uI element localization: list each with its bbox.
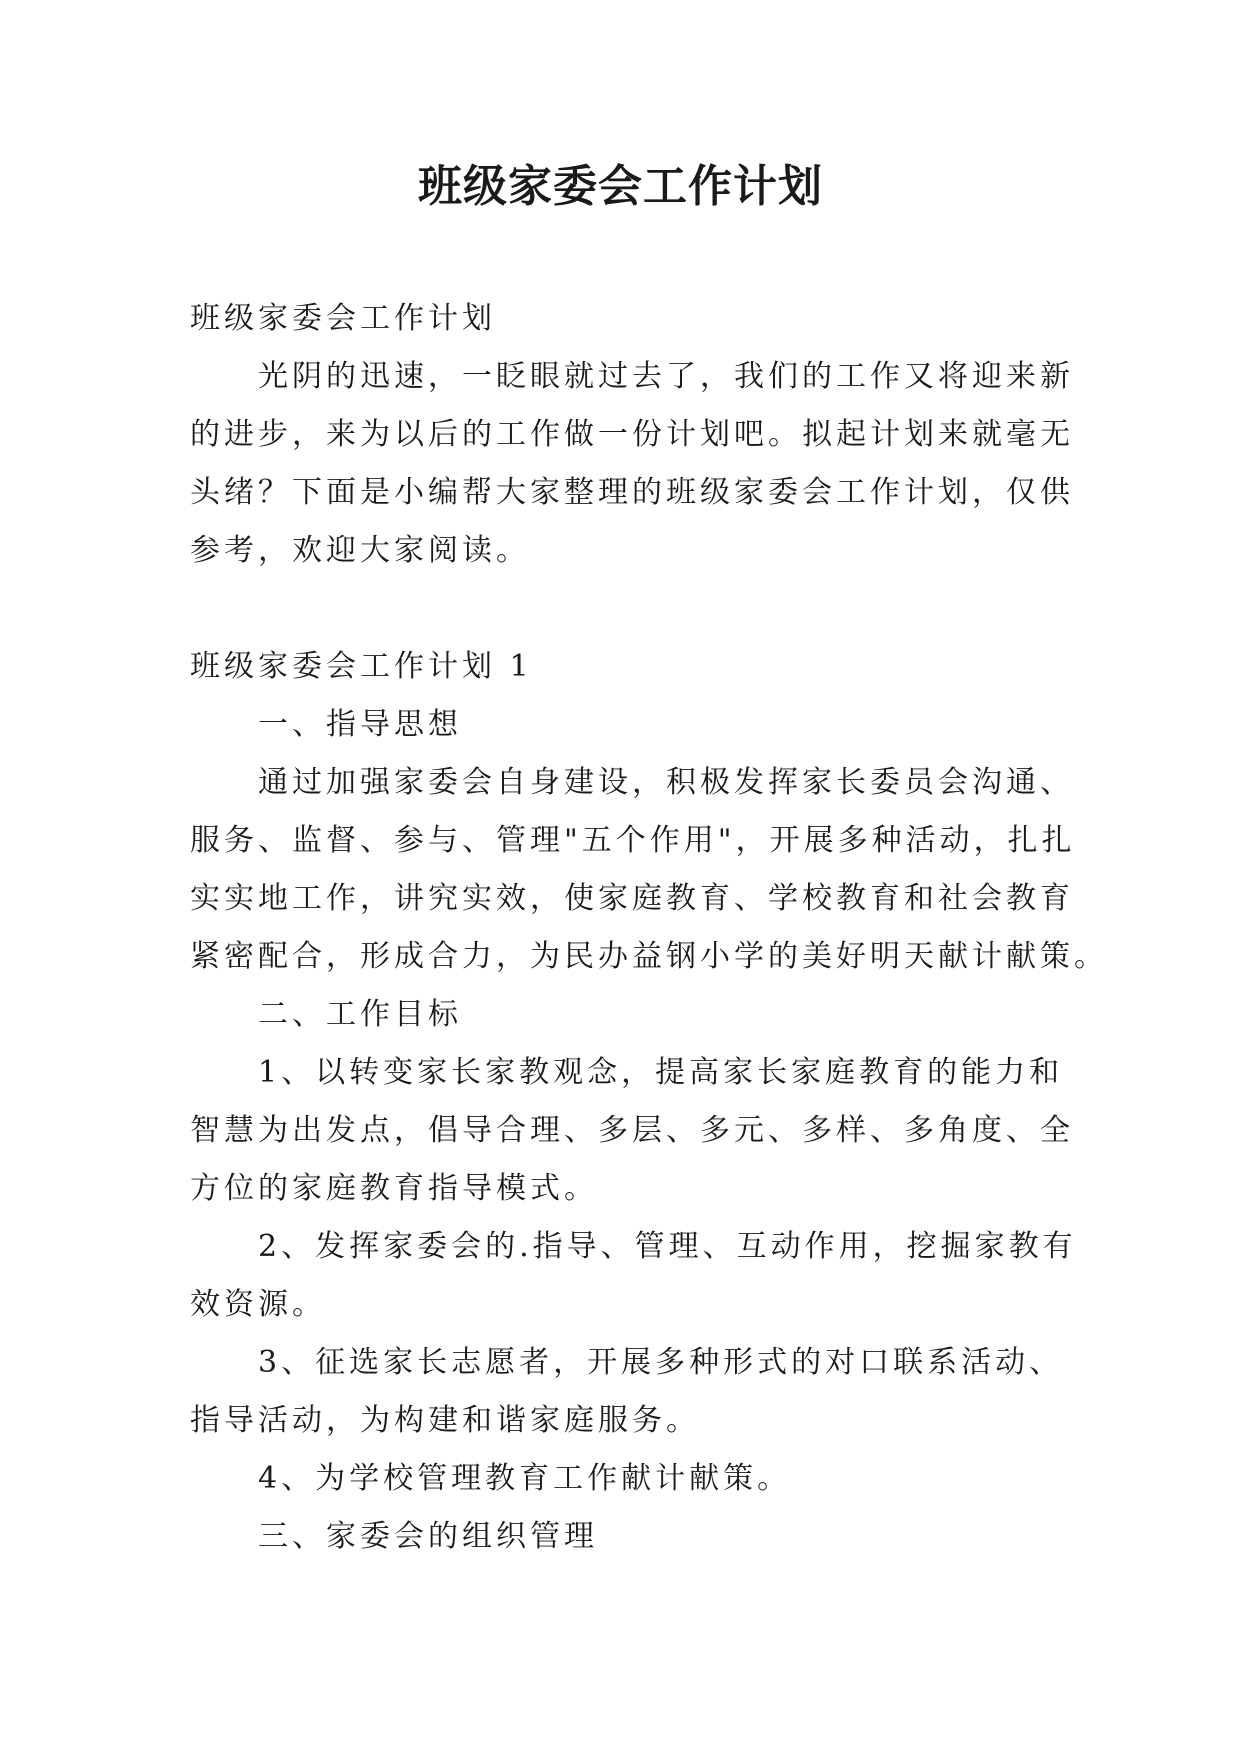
goal-2-line: 2、发挥家委会的.指导、管理、互动作用，挖掘家教有 [258, 1229, 1077, 1264]
paragraph-line: 通过加强家委会自身建设，积极发挥家长委员会沟通、 [258, 765, 1074, 800]
goal-1-line: 智慧为出发点，倡导合理、多层、多元、多样、多角度、全 [190, 1113, 1074, 1148]
paragraph-line: 紧密配合，形成合力，为民办益钢小学的美好明天献计献策。 [190, 939, 1108, 974]
intro-paragraph-line-4: 参考，欢迎大家阅读。 [190, 533, 530, 568]
intro-paragraph-line-1: 光阴的迅速，一眨眼就过去了，我们的工作又将迎来新 [258, 359, 1074, 394]
document-title: 班级家委会工作计划 [418, 161, 823, 212]
intro-paragraph-line-3: 头绪？下面是小编帮大家整理的班级家委会工作计划，仅供 [190, 475, 1074, 510]
document-body [190, 290, 1108, 1566]
paragraph-line: 实实地工作，讲究实效，使家庭教育、学校教育和社会教育 [190, 881, 1074, 916]
goal-3-line: 指导活动，为构建和谐家庭服务。 [190, 1403, 700, 1438]
goal-1-line: 1、以转变家长家教观念，提高家长家庭教育的能力和 [258, 1055, 1064, 1090]
heading-guiding-thought: 一、指导思想 [258, 707, 462, 742]
goal-2-line: 效资源。 [190, 1287, 326, 1322]
section-heading: 班级家委会工作计划 1 [190, 649, 533, 684]
subtitle-line: 班级家委会工作计划 [190, 301, 496, 336]
goal-1-line: 方位的家庭教育指导模式。 [190, 1171, 598, 1206]
paragraph-line: 服务、监督、参与、管理"五个作用"，开展多种活动，扎扎 [190, 823, 1076, 858]
heading-organization: 三、家委会的组织管理 [258, 1519, 598, 1554]
goal-4-line: 4、为学校管理教育工作献计献策。 [258, 1461, 792, 1496]
section-spacer [190, 580, 1058, 638]
heading-work-goals: 二、工作目标 [258, 997, 462, 1032]
goal-3-line: 3、征选家长志愿者，开展多种形式的对口联系活动、 [258, 1345, 1064, 1380]
intro-paragraph-line-2: 的进步，来为以后的工作做一份计划吧。拟起计划来就毫无 [190, 417, 1074, 452]
